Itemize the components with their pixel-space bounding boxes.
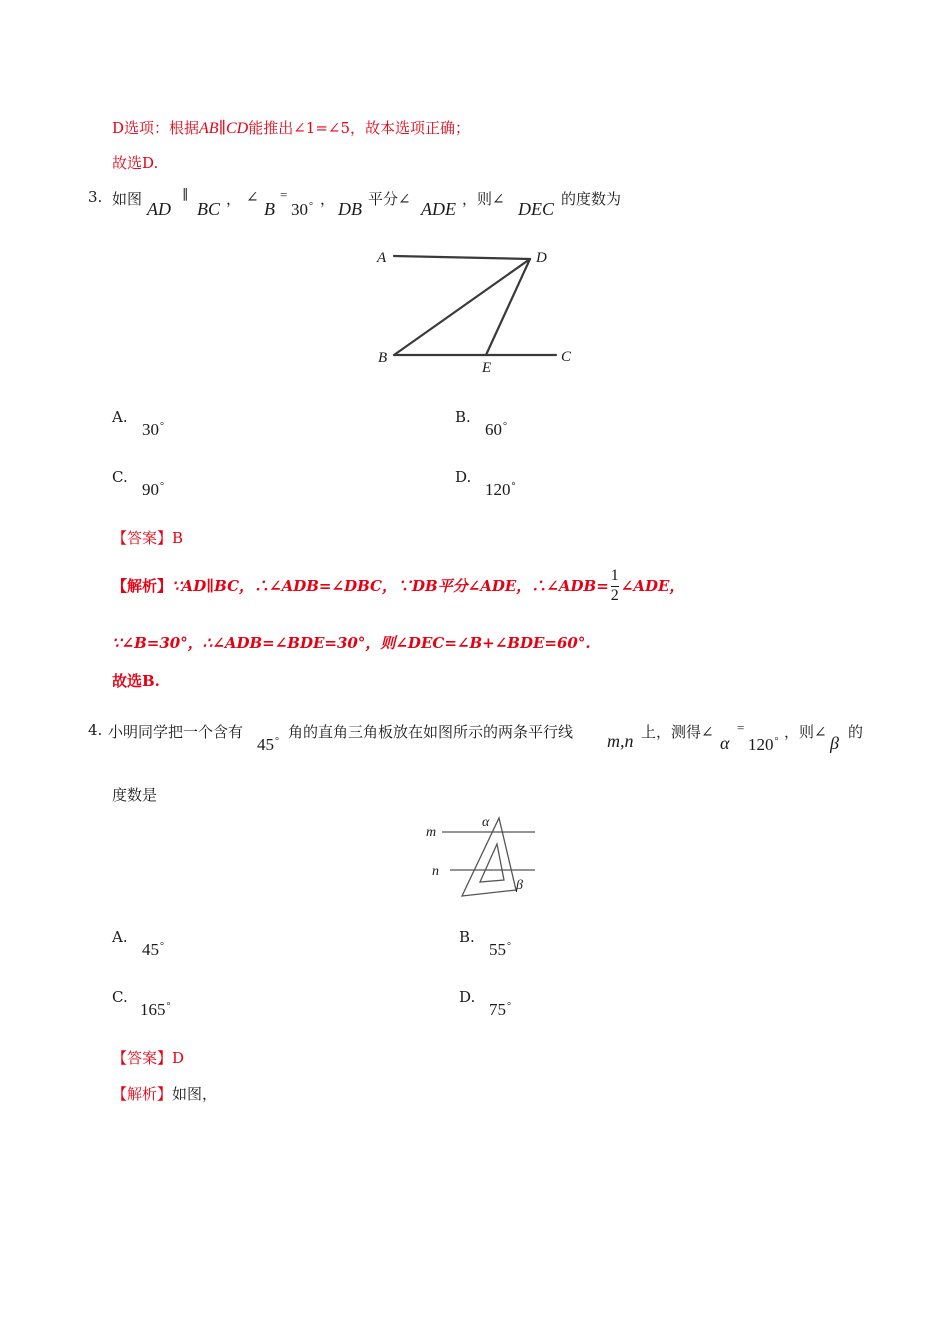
- answer-label: 【答案】: [112, 529, 173, 547]
- fraction-one-half: $\frac{1}{2}$: [610, 567, 619, 604]
- q3-angle-B-sign: ∠: [246, 188, 259, 206]
- label-beta: β: [516, 878, 523, 893]
- q3-bisect: 平分∠: [368, 190, 411, 208]
- q4-option-d-letter[interactable]: D.: [459, 988, 476, 1006]
- q4-text-1: 小明同学把一个含有: [108, 723, 244, 741]
- q3-comma: ，: [226, 190, 242, 208]
- q4-mn: m,n: [607, 731, 634, 751]
- prev-line-2: 故选D.: [112, 154, 159, 172]
- prev-text-2: 能推出∠1=∠5，故本选项正确；: [248, 119, 470, 137]
- q4-eq: =: [737, 720, 745, 735]
- q3-DEC: DEC: [518, 199, 554, 219]
- label-alpha: α: [482, 815, 490, 830]
- q4-answer: [112, 1047, 184, 1068]
- point-D: D: [536, 250, 547, 266]
- q3-figure: [370, 240, 580, 380]
- q4-text-2: 角的直角三角板放在如图所示的两条平行线: [288, 723, 574, 741]
- q3-option-c-value[interactable]: 90°: [142, 480, 164, 499]
- q4-analysis: [112, 1083, 217, 1104]
- q3-parallel: ∥: [182, 186, 189, 201]
- point-B: B: [378, 350, 388, 366]
- q3-B: B: [264, 199, 275, 219]
- q4-option-d-value[interactable]: 75°: [489, 1000, 511, 1019]
- q3-option-c-letter[interactable]: C.: [112, 468, 128, 486]
- q4-option-c-value[interactable]: 165°: [140, 1000, 171, 1019]
- analysis-text-tail: ∠ADE，: [620, 577, 685, 595]
- q3-analysis-1: [112, 568, 684, 604]
- prev-line-1: [112, 117, 470, 138]
- label-m: m: [426, 825, 437, 840]
- q4-option-a-value[interactable]: 45°: [142, 940, 164, 959]
- q4-text-4: ，则∠: [784, 723, 827, 741]
- q3-analysis-3: 故选B.: [112, 672, 160, 690]
- q3-ADE: ADE: [421, 199, 456, 219]
- q3-option-a-letter[interactable]: A.: [112, 408, 128, 426]
- q4-text-3: 上，测得∠: [641, 723, 714, 741]
- q4-option-b-value[interactable]: 55°: [489, 940, 511, 959]
- point-E: E: [482, 360, 492, 376]
- point-C: C: [561, 349, 572, 365]
- q3-analysis-2: ∵∠B=30°，∴∠ADB=∠BDE=30°，则∠DEC=∠B+∠BDE=60°.: [112, 634, 591, 652]
- q3-DB: DB: [338, 199, 362, 219]
- q3-text-1: 如图: [112, 190, 143, 208]
- q3-number: 3.: [88, 188, 103, 206]
- answer-value: B: [172, 529, 184, 547]
- line-BD: [394, 259, 530, 355]
- q3-option-d-value[interactable]: 120°: [485, 480, 516, 499]
- q4-beta: β: [830, 733, 839, 753]
- q3-option-b-letter[interactable]: B.: [455, 408, 471, 426]
- q3-option-a-value[interactable]: 30°: [142, 420, 164, 439]
- q3-answer: [112, 527, 183, 548]
- analysis-text: ∵AD∥BC，∴∠ADB=∠DBC，∵DB平分∠ADE，∴∠ADB=: [172, 577, 609, 595]
- prev-text: D选项：根据: [112, 119, 200, 137]
- q3-then: ，则∠: [462, 190, 505, 208]
- q4-line-2: 度数是: [112, 786, 158, 804]
- q4-number: 4.: [88, 721, 103, 739]
- q4-alpha: α: [720, 733, 730, 753]
- q3-option-d-letter[interactable]: D.: [455, 468, 472, 486]
- q3-eq: =: [280, 187, 288, 202]
- q4-45: 45°: [257, 735, 279, 754]
- answer-label: 【答案】: [112, 1049, 173, 1067]
- q4-option-a-letter[interactable]: A.: [112, 928, 128, 946]
- q3-ask: 的度数为: [561, 190, 622, 208]
- q4-option-c-letter[interactable]: C.: [112, 988, 128, 1006]
- q4-120: 120°: [748, 735, 779, 754]
- label-n: n: [432, 864, 439, 879]
- q3-option-b-value[interactable]: 60°: [485, 420, 507, 439]
- q3-30: 30°: [291, 200, 313, 219]
- analysis-label: 【解析】: [112, 577, 173, 595]
- q3-comma-2: ，: [320, 190, 336, 208]
- q3-BC: BC: [197, 199, 221, 219]
- q4-text-5: 的: [848, 723, 864, 741]
- q4-option-b-letter[interactable]: B.: [459, 928, 475, 946]
- line-AD: [394, 256, 530, 259]
- q4-figure: [420, 812, 545, 897]
- analysis-label: 【解析】: [112, 1085, 173, 1103]
- q3-AD: AD: [147, 199, 171, 219]
- analysis-text: 如图，: [172, 1085, 218, 1103]
- prev-math: AB∥CD: [199, 120, 249, 137]
- answer-value: D: [172, 1049, 185, 1067]
- point-A: A: [377, 250, 387, 266]
